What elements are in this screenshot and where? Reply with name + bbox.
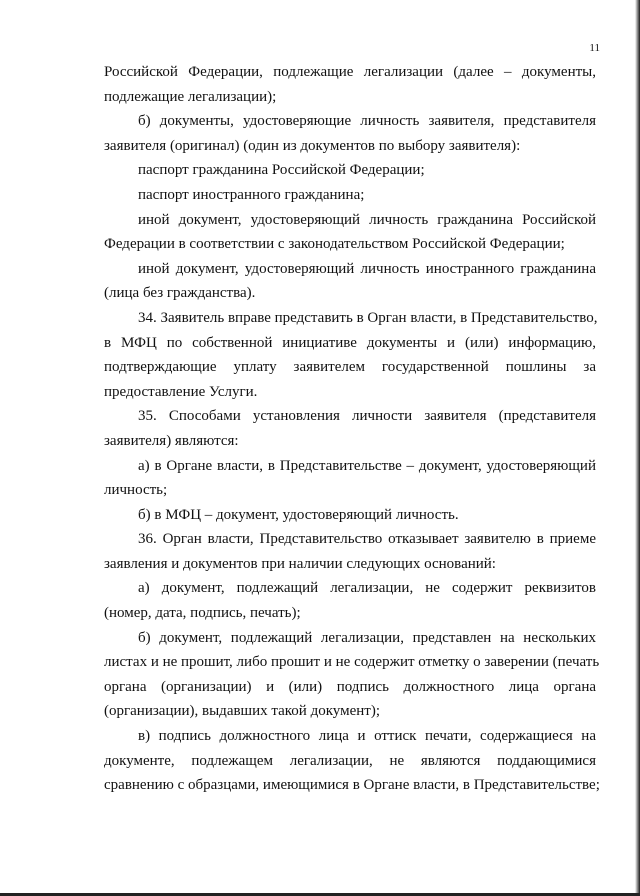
text-line: заявления и документов при наличии следующих оснований:	[104, 555, 496, 572]
page-number: 11	[589, 42, 600, 54]
text-line: Российской Федерации, подлежащие легализации (далее – документы,	[104, 64, 596, 80]
text-line: заявителя (оригинал) (один из документов по выбору заявителя):	[104, 137, 521, 154]
text-line: а) в Органе власти, в Представительстве – документ, удостоверяющий	[138, 457, 596, 474]
text-line: 34. Заявитель вправе представить в Орган власти, в Представительство,	[138, 309, 598, 326]
text-line: б) документ, подлежащий легализации, представлен на нескольких	[138, 629, 596, 646]
text-line: б) документы, удостоверяющие личность заявителя, представителя	[138, 113, 596, 130]
text-line: (номер, дата, подпись, печать);	[104, 605, 301, 622]
document-body	[104, 60, 600, 798]
text-line: иной документ, удостоверяющий личность гражданина Российской	[138, 211, 596, 228]
text-line: заявителя) являются:	[104, 432, 239, 449]
text-line: органа (организации) и (или) подпись должностного лица органа	[104, 678, 596, 695]
text-line: (организации), выдавших такой документ);	[104, 703, 380, 720]
text-line: Федерации в соответствии с законодательством Российской Федерации;	[104, 236, 565, 253]
text-line: 36. Орган власти, Представительство отказывает заявителю в приеме	[138, 531, 596, 548]
text-line: (лица без гражданства).	[104, 285, 256, 302]
text-line: в) подпись должностного лица и оттиск печати, содержащиеся на	[138, 728, 596, 745]
text-line: подлежащие легализации);	[104, 88, 277, 105]
text-line: в МФЦ по собственной инициативе документы и (или) информацию,	[104, 334, 596, 351]
text-line: паспорт гражданина Российской Федерации;	[138, 162, 425, 179]
text-line: личность;	[104, 482, 168, 499]
text-line: листах и не прошит, либо прошит и не содержит отметку о заверении (печать	[104, 654, 600, 671]
text-line: 35. Способами установления личности заявителя (представителя	[138, 408, 596, 425]
text-line: паспорт иностранного гражданина;	[138, 186, 365, 203]
text-line: документе, подлежащем легализации, не являются поддающимися	[104, 752, 596, 769]
text-line: подтверждающие уплату заявителем государственной пошлины за	[104, 359, 596, 376]
text-line: б) в МФЦ – документ, удостоверяющий личность.	[138, 506, 459, 523]
scan-edge-right	[635, 0, 640, 896]
text-line: а) документ, подлежащий легализации, не содержит реквизитов	[138, 580, 596, 597]
text-line: предоставление Услуги.	[104, 383, 258, 400]
text-line: сравнению с образцами, имеющимися в Органе власти, в Представительстве;	[104, 777, 600, 794]
text-line: иной документ, удостоверяющий личность иностранного гражданина	[138, 260, 596, 277]
